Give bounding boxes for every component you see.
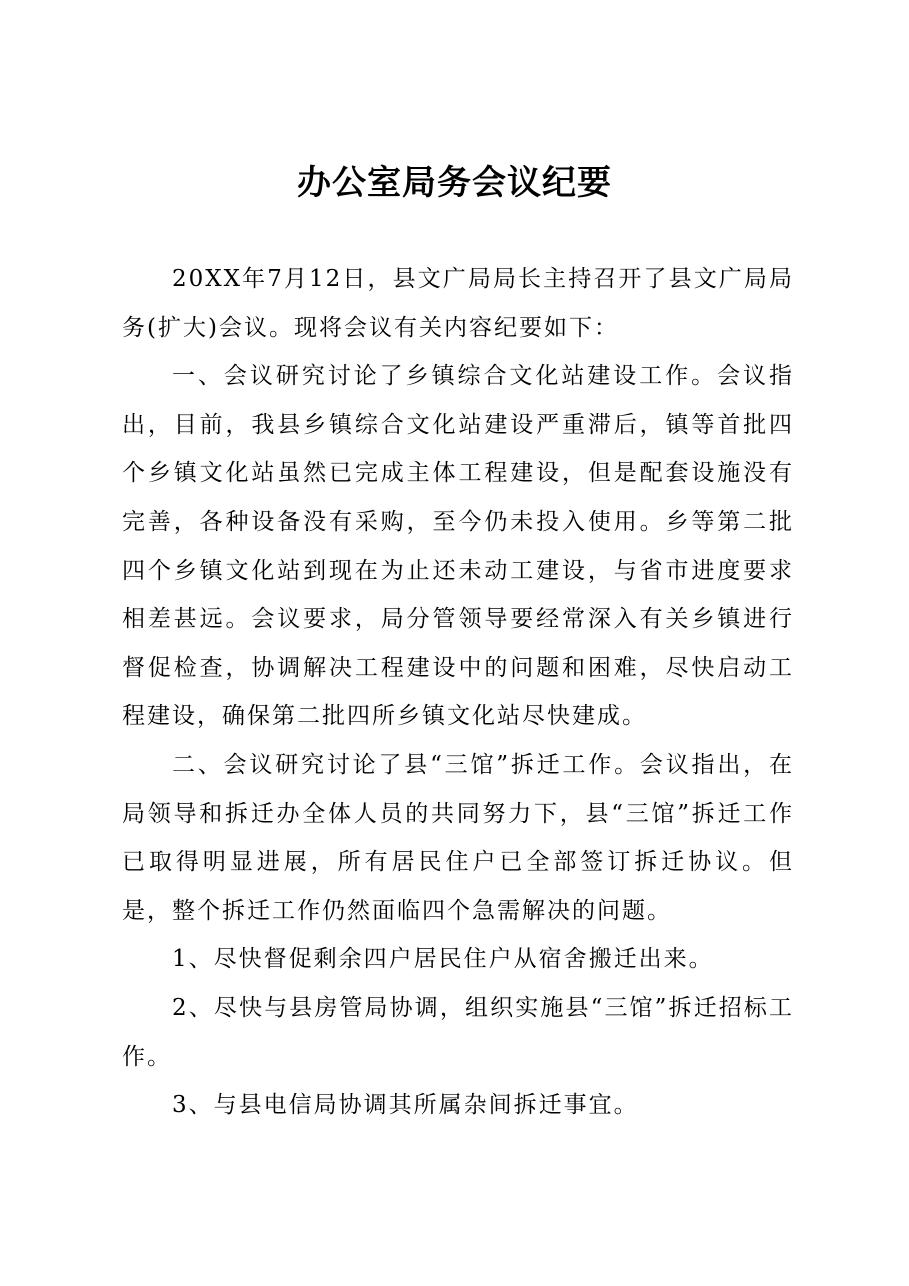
paragraph-intro: 20XX年7月12日，县文广局局长主持召开了县文广局局务(扩大)会议。现将会议有关内容纪要如下： xyxy=(122,266,794,341)
document-body xyxy=(122,255,794,1130)
paragraph-issue-1: 1、尽快督促剩余四户居民住户从宿舍搬迁出来。 xyxy=(172,946,714,973)
paragraph-issue-2: 2、尽快与县房管局协调，组织实施县“三馆”拆迁招标工作。 xyxy=(122,994,794,1070)
document-title: 办公室局务会议纪要 xyxy=(297,163,612,203)
paragraph-item-one: 一、会议研究讨论了乡镇综合文化站建设工作。会议指出，目前，我县乡镇综合文化站建设严重滞后，镇等首批四个乡镇文化站虽然已完成主体工程建设，但是配套设施没有完善，各种设备没有采购，至今仍未投入使用。乡等第二批四个乡镇文化站到现在为止还未动工建设，与省市进度要求相差甚远。会议要求，局分管领导要经常深入有关乡镇进行督促检查，协调解决工程建设中的问题和困难，尽快启动工程建设，确保第二批四所乡镇文化站尽快建成。 xyxy=(122,363,794,730)
paragraph-issue-3: 3、与县电信局协调其所属杂间拆迁事宜。 xyxy=(172,1092,639,1119)
paragraph-item-two: 二、会议研究讨论了县“三馆”拆迁工作。会议指出，在局领导和拆迁办全体人员的共同努力下，县“三馆”拆迁工作已取得明显进展，所有居民住户已全部签订拆迁协议。但是，整个拆迁工作仍然面临四个急需解决的问题。 xyxy=(122,751,794,924)
